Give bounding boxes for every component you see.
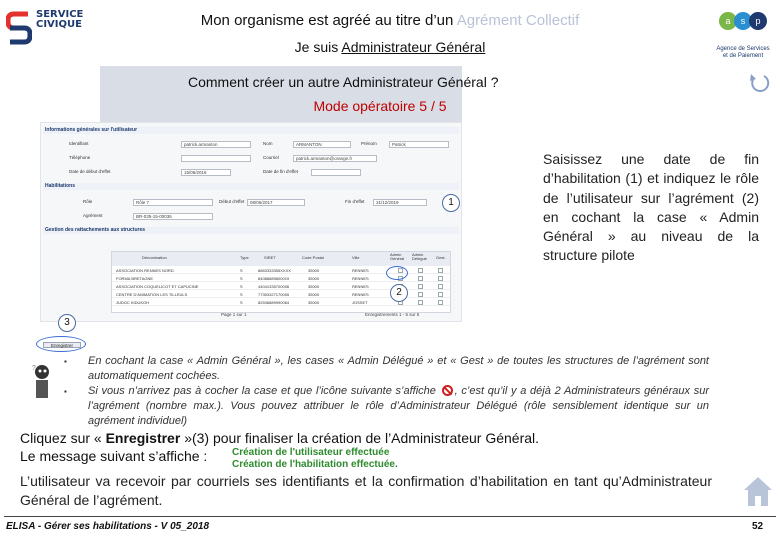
telephone-label: Téléphone <box>69 155 91 160</box>
page-subtitle <box>0 39 780 55</box>
admin-delegue-checkbox[interactable] <box>418 276 423 281</box>
courriel-label: Courriel <box>263 155 279 160</box>
gest-checkbox[interactable] <box>438 300 443 305</box>
th-siret: SIRET <box>264 255 276 260</box>
refresh-icon[interactable] <box>748 70 770 96</box>
success-message-1: Création de l'utilisateur effectuée <box>232 447 390 458</box>
th-type: Type <box>240 255 249 260</box>
agrement-field[interactable]: BR-035-15-00036 <box>133 213 213 220</box>
identifiant-field[interactable]: patrick.armanton <box>181 141 251 148</box>
nom-field[interactable]: ARMANTON <box>293 141 351 148</box>
th-denomination: Dénomination <box>142 255 167 260</box>
admin-delegue-checkbox[interactable] <box>418 300 423 305</box>
prenom-label: Prénom <box>361 141 377 146</box>
page-title <box>0 9 780 29</box>
footer-divider <box>4 516 776 517</box>
gest-checkbox[interactable] <box>438 284 443 289</box>
table-row: ASSOCIATION RENNES NORD S 8863333355XXXX 35000 RENNES <box>112 268 450 274</box>
note-2: ▪ Si vous n’arrivez pas à cocher la case et que l’icône suivante s’affiche , c’est qu’il y a déjà 2 Administrateurs généraux sur l’agrément (nombre max.). Vous pouvez attribuer le rôle d’Administrateur Délégué (rôle sensiblement identique sur un agrément individuel) <box>64 384 709 429</box>
logo-line-1: SERVICE <box>36 9 84 20</box>
save-button[interactable]: Enregistrer <box>43 342 81 348</box>
agrement-label: Agrément <box>83 213 103 218</box>
structures-table <box>111 251 451 313</box>
date-debut-label: Date de début d'effet <box>69 169 111 174</box>
success-message-2: Création de l'habilitation effectuée. <box>232 459 398 470</box>
fin-effet-label: Fin d'effet <box>345 199 365 204</box>
note-1: ▪ En cochant la case « Admin Général », les cases « Admin Délégué » et « Gest » de toutes les structures de l’agrément sont automatiquement cochées. <box>64 354 709 384</box>
success-message <box>232 447 398 471</box>
callout-1: 1 <box>442 194 460 212</box>
th-gest: Gest. <box>436 255 446 260</box>
subtitle-prefix: Je suis <box>294 39 339 55</box>
forbidden-icon <box>442 385 453 396</box>
save-instruction-bold: Enregistrer <box>105 430 181 446</box>
svg-text:?: ? <box>32 365 36 372</box>
home-icon[interactable] <box>742 474 774 508</box>
instruction-text: Saisissez une date de fin d’habilitation (1) et indiquez le rôle de l’utilisateur sur l’agrément (2) en cochant la case « Admin Général » au niveau de la structure pilote <box>543 151 759 264</box>
callout-3: 3 <box>58 314 76 332</box>
gest-checkbox[interactable] <box>438 276 443 281</box>
notes-list <box>64 354 709 429</box>
table-header <box>112 252 450 266</box>
th-ville: Ville <box>352 255 360 260</box>
title-prefix: Mon organisme est agréé au titre d’un <box>200 12 454 29</box>
asp-caption-1: Agence de Services <box>716 46 770 52</box>
save-instruction: Cliquez sur « Enregistrer »(3) pour finaliser la création de l’Administrateur Général. <box>20 430 540 446</box>
courriel-field[interactable]: patrick.armanton@orange.fr <box>293 155 377 162</box>
section-general: Informations générales sur l'utilisateur <box>43 127 459 134</box>
telephone-field[interactable] <box>181 155 251 162</box>
th-cp: Code Postal <box>302 255 324 260</box>
subtitle-role: Administrateur Général <box>341 39 486 55</box>
email-info: L’utilisateur va recevoir par courriels ses identifiants et la confirmation d’habilitation en tant qu’Administrateur Général de l’agrément. <box>20 473 712 508</box>
callout-2: 2 <box>390 284 408 302</box>
thinking-person-icon <box>30 362 52 402</box>
admin-delegue-checkbox[interactable] <box>418 284 423 289</box>
asp-caption-2: et de Paiement <box>722 53 764 59</box>
date-fin-label: Date de fin d'effet <box>263 169 299 174</box>
debut-effet-label: Début d'effet <box>219 199 245 204</box>
svg-text:a: a <box>725 16 731 26</box>
svg-text:p: p <box>755 16 761 26</box>
role-label: Rôle <box>83 199 93 204</box>
admin-delegue-checkbox[interactable] <box>418 292 423 297</box>
role-field[interactable]: Rôle 7 <box>133 199 213 206</box>
table-records: Enregistrements 1 - 5 sur 5 <box>365 312 420 317</box>
svg-text:s: s <box>740 16 746 26</box>
table-row: FORMA BRETAGNE S 84088889800019 35000 RENNES <box>112 276 450 282</box>
gest-checkbox[interactable] <box>438 268 443 273</box>
th-admin-general: Admin Général <box>390 252 405 261</box>
gest-checkbox[interactable] <box>438 292 443 297</box>
admin-general-highlight <box>386 266 408 280</box>
table-row: CENTRE D'ANIMATION LES TILLEULS S 77353327170005 35000 RENNES <box>112 292 450 298</box>
banner-question: Comment créer un autre Administrateur Général ? <box>188 74 499 90</box>
date-fin-field[interactable] <box>311 169 361 176</box>
date-debut-field[interactable]: 15/06/2016 <box>181 169 231 176</box>
identifiant-label: Identifiant <box>69 141 89 146</box>
admin-delegue-checkbox[interactable] <box>418 268 423 273</box>
banner-mode: Mode opératoire 5 / 5 <box>313 98 447 114</box>
footer-label: ELISA - Gérer ses habilitations - V 05_2018 <box>6 521 210 532</box>
table-row: JUDOC KIDUKOH S 82536889990064 35000 JOSSET <box>112 300 450 306</box>
nom-label: Nom <box>263 141 273 146</box>
table-pager[interactable]: Page 1 sur 1 <box>221 312 247 317</box>
title-accent: Agrément Collectif <box>456 12 580 29</box>
page-number: 52 <box>752 521 764 532</box>
fin-effet-field[interactable]: 31/12/2019 <box>373 199 427 206</box>
section-rattachements: Gestion des rattachements aux structures <box>43 227 459 234</box>
logo-line-2: CIVIQUE <box>36 19 82 30</box>
table-row: ASSOCIATION COQUELICOT ET CAPUCINE S 44041335700006 35000 RENNES <box>112 284 450 290</box>
message-intro: Le message suivant s’affiche : <box>20 448 208 464</box>
debut-effet-field[interactable]: 08/06/2017 <box>247 199 305 206</box>
prenom-field[interactable]: Patrick <box>389 141 449 148</box>
th-admin-delegue: Admin Délégué <box>412 252 427 261</box>
section-habilitations: Habilitations <box>43 183 459 190</box>
